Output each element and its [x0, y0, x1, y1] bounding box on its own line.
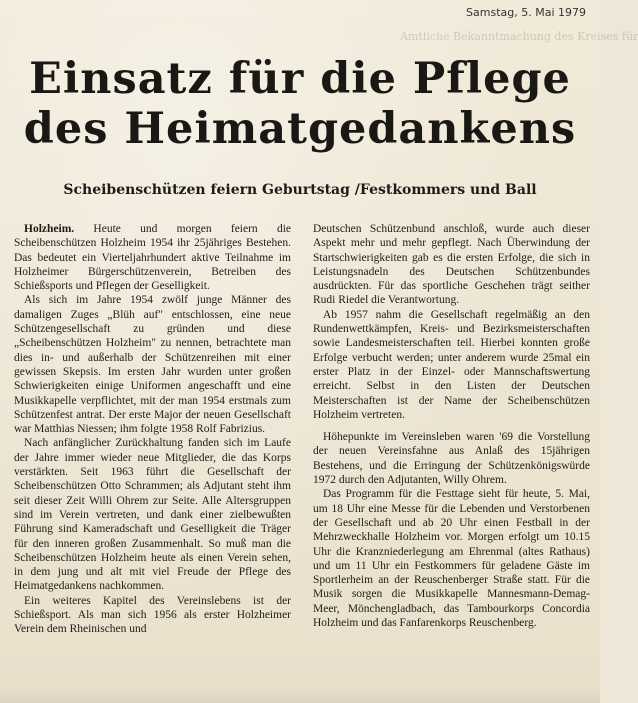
article-column-right: [313, 222, 590, 630]
paragraph: Das Programm für die Festtage sieht für heute, 5. Mai, um 18 Uhr eine Messe für die Lebenden und Verstorbenen der Gesellschaft und ab 20 Uhr einen Festball in der Mehrzweckhalle Holzheim vor. Morgen erfolgt um 10.15 Uhr die Kranzniederlegung am Ehrenmal (altes Rathaus) und um 11 Uhr ein Festkommers für geladene Gäste im Sportlerheim an der Reuschenberger Straße statt. Für die Musik sorgen die Musikkapelle Mannesmann-Demag-Meer, Mönchengladbach, das Tambourkorps Concordia Holzheim und das Fanfarenkorps Reuschenberg.: [313, 488, 590, 630]
subheadline: Scheibenschützen feiern Geburtstag /Festkommers und Ball: [63, 182, 537, 198]
paragraph: Ab 1957 nahm die Gesellschaft regelmäßig an den Rundenwettkämpfen, Kreis- und Bezirksmeisterschaften sowie Landesmeisterschaften teil. Hierbei konnten große Erfolge verbucht werden; unter anderem wurde 25mal ein erster Platz in der Einzel- oder Mannschaftswertung erreicht. Selbst in den Listen der Deutschen Meisterschaften ist der Name der Scheibenschützen Holzheim vertreten.: [313, 308, 590, 421]
paragraph: Ein weiteres Kapitel des Vereinslebens ist der Schießsport. Als man sich 1956 als erster Holzheimer Verein dem Rheinischen und: [14, 594, 291, 636]
headline: [0, 54, 600, 154]
issue-date: Samstag, 5. Mai 1979: [466, 6, 586, 19]
paragraph: Als sich im Jahre 1954 zwölf junge Männer des damaligen Zuges „Blüh auf" entschlossen, eine neue Schützengesellschaft zu gründen und diese „Scheibenschützen Holzheim" zu nennen, betrachtete man dies in- und außerhalb der Schützenreihen mit einer gewissen Skepsis. Im ersten Jahr wurden unter großen Schwierigkeiten einige Uniformen angeschafft und eine Musikkapelle verpflichtet, mit der man 1954 erstmals zum Schützenfest antrat. Der erste Major der neuen Gesellschaft war Matthias Niessen; ihm folgte 1958 Rolf Fabrizius.: [14, 294, 291, 436]
page-bottom-shadow: [0, 684, 600, 703]
paragraph: Deutschen Schützenbund anschloß, wurde auch dieser Aspekt mehr und mehr gepflegt. Nach Überwindung der Startschwierigkeiten gab es die ersten Erfolge, die sich in Leistungsnadeln des Deutschen Schützenbundes ausdrückten. Für das sportliche Geschehen trägt seither Rudi Riedel die Verantwortung.: [313, 223, 590, 307]
dateline-place: Holzheim.: [24, 223, 75, 235]
paragraph: Höhepunkte im Vereinsleben waren '69 die Vorstellung der neuen Vereinsfahne aus Anlaß des 15jährigen Bestehens, und die Erringung der Schützenkönigswürde 1972 durch den Adjutanten, Willy Ohrem.: [313, 431, 590, 487]
headline-line-1: Einsatz für die Pflege: [29, 54, 571, 104]
bleed-through-text: Amtliche Bekanntmachung des Kreises für: [400, 30, 638, 43]
paragraph: [14, 222, 291, 293]
paragraph-text: Heute und morgen feiern die Scheibenschützen Holzheim 1954 ihr 25jähriges Bestehen. Das bedeutet ein Vierteljahrhundert aktive Teilnahme im Holzheimer Bürgerschützenverein, Betreiben des Schießsports und Pflegen der Geselligkeit.: [14, 223, 291, 293]
article-column-left: [14, 222, 291, 637]
paragraph: Nach anfänglicher Zurückhaltung fanden sich im Laufe der Jahre immer wieder neue Mitglieder, die das Korps verstärkten. Seit 1963 führt die Gesellschaft der Scheibenschützen Otto Schrammen; als Adjutant steht ihm seit dieser Zeit Willi Ohrem zur Seite. Alle Altersgruppen sind im Verein vertreten, und dank einer zielbewußten Führung sind Kameradschaft und Geselligkeit die Träger für den inneren großen Zusammenhalt. So muß man die Scheibenschützen Holzheim heute als einen Verein sehen, in dem jung und alt mit viel Freude der Pflege des Heimatgedankens nachkommen.: [14, 437, 291, 593]
headline-line-2: des Heimatgedankens: [23, 104, 577, 154]
